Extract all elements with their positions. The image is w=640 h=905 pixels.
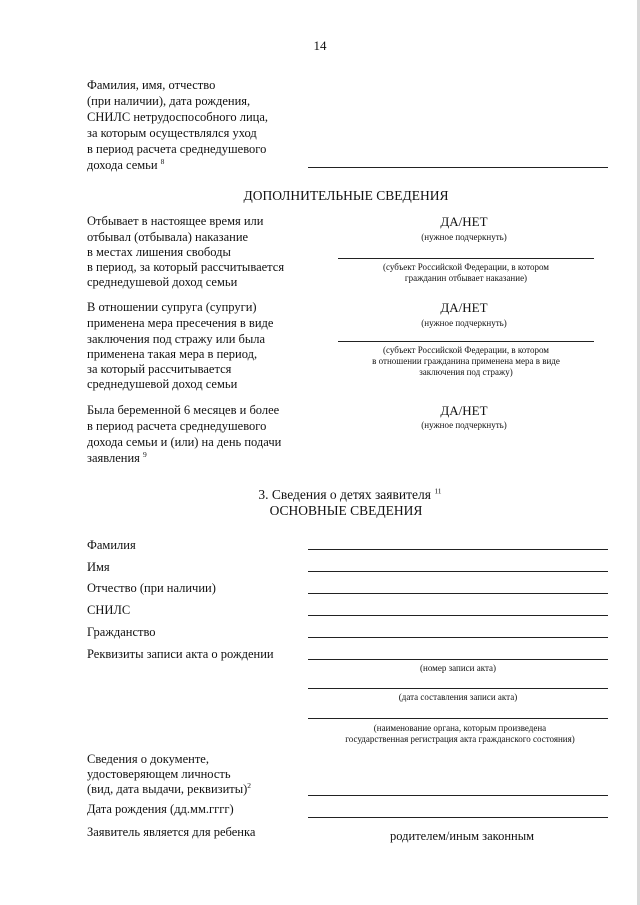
hint-record-date: (дата составления записи акта) — [398, 692, 518, 702]
q2-sub-2: в отношении гражданина применена мера в виде — [372, 356, 560, 366]
q1-line-2: отбывал (отбывала) наказание — [87, 230, 249, 244]
q1-answer[interactable]: ДА/НЕТ — [440, 214, 488, 229]
q3-line-2: в период расчета среднедушевого — [87, 419, 267, 433]
input-surname[interactable] — [308, 549, 608, 550]
applicant-is-value[interactable]: родителем/иным законным — [390, 829, 535, 843]
q2-sub-3: заключения под стражу) — [419, 367, 513, 377]
id-doc-line-3 — [87, 782, 251, 798]
id-doc-line-3-text: (вид, дата выдачи, реквизиты) — [87, 782, 248, 796]
q2-line-6: среднедушевой доход семьи — [87, 377, 238, 391]
label-birth-record: Реквизиты записи акта о рождении — [87, 647, 274, 661]
caregiver-line-3: СНИЛС нетрудоспособного лица, — [87, 110, 269, 124]
children-title-text: 3. Сведения о детях заявителя — [258, 487, 431, 502]
q2-line-2: применена мера пресечения в виде — [87, 316, 274, 330]
caregiver-line-5: в период расчета среднедушевого — [87, 142, 267, 156]
children-title — [0, 487, 640, 503]
hint-registry-2: государственная регистрация акта гражданского состояния) — [345, 734, 575, 744]
q2-line-4: применена такая мера в период, — [87, 347, 258, 361]
q2-answer[interactable]: ДА/НЕТ — [440, 300, 488, 315]
input-patronymic[interactable] — [308, 593, 608, 594]
caregiver-line-6-text: дохода семьи — [87, 158, 158, 172]
additional-title: ДОПОЛНИТЕЛЬНЫЕ СВЕДЕНИЯ — [243, 188, 449, 203]
q1-sub-1: (субъект Российской Федерации, в котором — [383, 262, 549, 272]
hint-registry-1: (наименование органа, которым произведена — [373, 723, 547, 733]
label-citizenship: Гражданство — [87, 625, 156, 639]
q3-hint: (нужное подчеркнуть) — [421, 420, 507, 430]
input-id-document[interactable] — [308, 795, 608, 796]
caregiver-input-line[interactable] — [308, 167, 608, 168]
caregiver-line-1: Фамилия, имя, отчество — [87, 78, 216, 92]
q1-region-line[interactable] — [338, 258, 594, 259]
children-subtitle: ОСНОВНЫЕ СВЕДЕНИЯ — [269, 503, 423, 518]
q3-answer[interactable]: ДА/НЕТ — [440, 403, 488, 418]
hint-record-number: (номер записи акта) — [420, 663, 496, 673]
label-birth-date: Дата рождения (дд.мм.гггг) — [87, 802, 234, 816]
id-doc-line-2: удостоверяющем личность — [87, 767, 231, 781]
input-record-number[interactable] — [308, 659, 608, 660]
q2-line-1: В отношении супруга (супруги) — [87, 300, 257, 314]
footnote-2: 2 — [247, 780, 252, 790]
q2-line-5: за который рассчитывается — [87, 362, 232, 376]
footnote-9: 9 — [143, 449, 147, 459]
q1-line-1: Отбывает в настоящее время или — [87, 214, 264, 228]
q2-hint: (нужное подчеркнуть) — [421, 318, 507, 328]
q1-line-5: среднедушевой доход семьи — [87, 275, 238, 289]
q1-line-3: в местах лишения свободы — [87, 245, 231, 259]
label-applicant-is: Заявитель является для ребенка — [87, 825, 256, 839]
q1-hint: (нужное подчеркнуть) — [421, 232, 507, 242]
page-number: 14 — [313, 38, 327, 53]
input-citizenship[interactable] — [308, 637, 608, 638]
input-registry-office[interactable] — [308, 718, 608, 719]
q1-line-4: в период, за который рассчитывается — [87, 260, 285, 274]
input-snils[interactable] — [308, 615, 608, 616]
q3-line-1: Была беременной 6 месяцев и более — [87, 403, 280, 417]
q1-sub-2: гражданин отбывает наказание) — [404, 273, 528, 283]
label-snils: СНИЛС — [87, 603, 131, 617]
footnote-11: 11 — [434, 486, 442, 496]
id-doc-line-1: Сведения о документе, — [87, 752, 209, 766]
caregiver-line-4: за которым осуществлялся уход — [87, 126, 257, 140]
q2-line-3: заключения под стражу или была — [87, 332, 266, 346]
footnote-8: 8 — [160, 156, 165, 166]
q2-region-line[interactable] — [338, 341, 594, 342]
input-record-date[interactable] — [308, 688, 608, 689]
q3-line-3: дохода семьи и (или) на день подачи — [87, 435, 282, 449]
input-birth-date[interactable] — [308, 817, 608, 818]
q2-sub-1: (субъект Российской Федерации, в котором — [383, 345, 549, 355]
q3-line-4 — [87, 451, 147, 467]
caregiver-line-6 — [87, 158, 164, 174]
caregiver-line-2: (при наличии), дата рождения, — [87, 94, 251, 108]
label-name: Имя — [87, 560, 110, 574]
label-patronymic: Отчество (при наличии) — [87, 581, 216, 595]
q3-line-4-text: заявления — [87, 451, 140, 465]
label-surname: Фамилия — [87, 538, 136, 552]
input-name[interactable] — [308, 571, 608, 572]
